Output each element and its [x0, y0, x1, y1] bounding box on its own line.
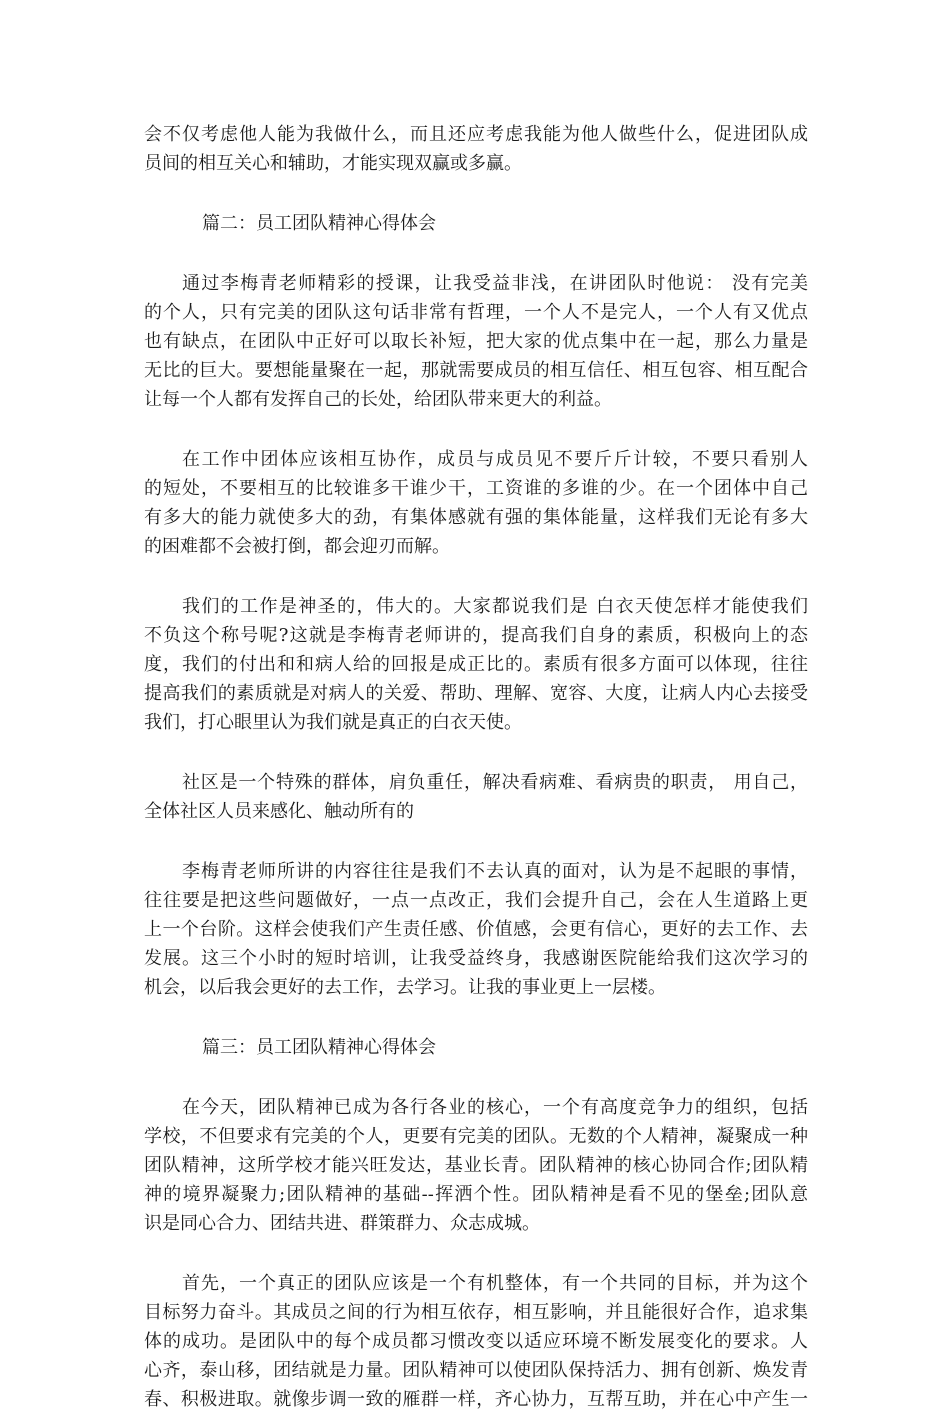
paragraph [144, 592, 808, 737]
intro-paragraph [144, 120, 808, 178]
paragraph [144, 1269, 808, 1414]
text-line: 无比的巨大。要想能量聚在一起，那就需要成员的相互信任、相互包容、相互配合 [144, 360, 808, 381]
text-line: 识是同心合力、团结共进、群策群力、众志成城。 [144, 1213, 540, 1234]
text-line: 我们，打心眼里认为我们就是真正的白衣天使。 [144, 712, 522, 733]
text-line: 体的成功。是团队中的每个成员都习惯改变以适应环境不断发展变化的要求。人 [144, 1331, 808, 1352]
text-line: 会不仅考虑他人能为我做什么，而且还应考虑我能为他人做些什么，促进团队成 [144, 124, 808, 145]
document-page [144, 120, 808, 1414]
text-line: 首先，一个真正的团队应该是一个有机整体，有一个共同的目标，并为这个 [182, 1273, 808, 1294]
text-line: 员间的相互关心和辅助，才能实现双赢或多赢。 [144, 153, 522, 174]
text-line: 学校，不但要求有完美的个人，更要有完美的团队。无数的个人精神，凝聚成一种 [144, 1126, 808, 1147]
text-line: 往往要是把这些问题做好，一点一点改正，我们会提升自己，会在人生道路上更 [144, 890, 808, 911]
text-line: 全体社区人员来感化、触动所有的 [144, 801, 414, 822]
text-line: 的个人，只有完美的团队这句话非常有哲理，一个人不是完人，一个人有又优点 [144, 302, 808, 323]
text-line: 不负这个称号呢?这就是李梅青老师讲的，提高我们自身的素质，积极向上的态 [144, 625, 808, 646]
paragraph [144, 1093, 808, 1238]
text-line: 也有缺点，在团队中正好可以取长补短，把大家的优点集中在一起，那么力量是 [144, 331, 808, 352]
text-line: 的短处，不要相互的比较谁多干谁少干，工资谁的多谁的少。在一个团体中自己 [144, 478, 808, 499]
paragraph [144, 269, 808, 414]
text-line: 有多大的能力就使多大的劲，有集体感就有强的集体能量，这样我们无论有多大 [144, 507, 808, 528]
text-line: 发展。这三个小时的短时培训，让我受益终身，我感谢医院能给我们这次学习的 [144, 948, 808, 969]
text-line: 在今天，团队精神已成为各行各业的核心，一个有高度竞争力的组织，包括 [182, 1097, 808, 1118]
paragraph [144, 445, 808, 561]
text-line: 在工作中团体应该相互协作，成员与成员见不要斤斤计较，不要只看别人 [182, 449, 808, 470]
paragraph [144, 857, 808, 1002]
text-line: 度，我们的付出和和病人给的回报是成正比的。素质有很多方面可以体现，往往 [144, 654, 808, 675]
paragraph [144, 768, 808, 826]
text-line: 我们的工作是神圣的，伟大的。大家都说我们是 白衣天使怎样才能使我们 [182, 596, 808, 617]
text-line: 春、积极进取。就像步调一致的雁群一样，齐心协力，互帮互助，并在心中产生一 [144, 1389, 808, 1410]
text-line: 让每一个人都有发挥自己的长处，给团队带来更大的利益。 [144, 389, 612, 410]
text-line: 李梅青老师所讲的内容往往是我们不去认真的面对，认为是不起眼的事情， [182, 861, 808, 882]
text-line: 团队精神，这所学校才能兴旺发达，基业长青。团队精神的核心协同合作;团队精 [144, 1155, 808, 1176]
text-line: 社区是一个特殊的群体，肩负重任，解决看病难、看病贵的职责， 用自己， [182, 772, 808, 793]
section-heading-3: 篇三：员工团队精神心得体会 [202, 1037, 436, 1058]
text-line: 上一个台阶。这样会使我们产生责任感、价值感，会更有信心，更好的去工作、去 [144, 919, 808, 940]
text-line: 心齐，泰山移，团结就是力量。团队精神可以使团队保持活力、拥有创新、焕发青 [144, 1360, 808, 1381]
text-line: 提高我们的素质就是对病人的关爱、帮助、理解、宽容、大度，让病人内心去接受 [144, 683, 808, 704]
text-line: 神的境界凝聚力;团队精神的基础--挥洒个性。团队精神是看不见的堡垒;团队意 [144, 1184, 808, 1205]
text-line: 机会，以后我会更好的去工作，去学习。让我的事业更上一层楼。 [144, 977, 666, 998]
section-heading-2: 篇二：员工团队精神心得体会 [202, 213, 436, 234]
text-line: 通过李梅青老师精彩的授课，让我受益非浅，在讲团队时他说： 没有完美 [182, 273, 808, 294]
text-line: 目标努力奋斗。其成员之间的行为相互依存，相互影响，并且能很好合作，追求集 [144, 1302, 808, 1323]
text-line: 的困难都不会被打倒，都会迎刃而解。 [144, 536, 450, 557]
